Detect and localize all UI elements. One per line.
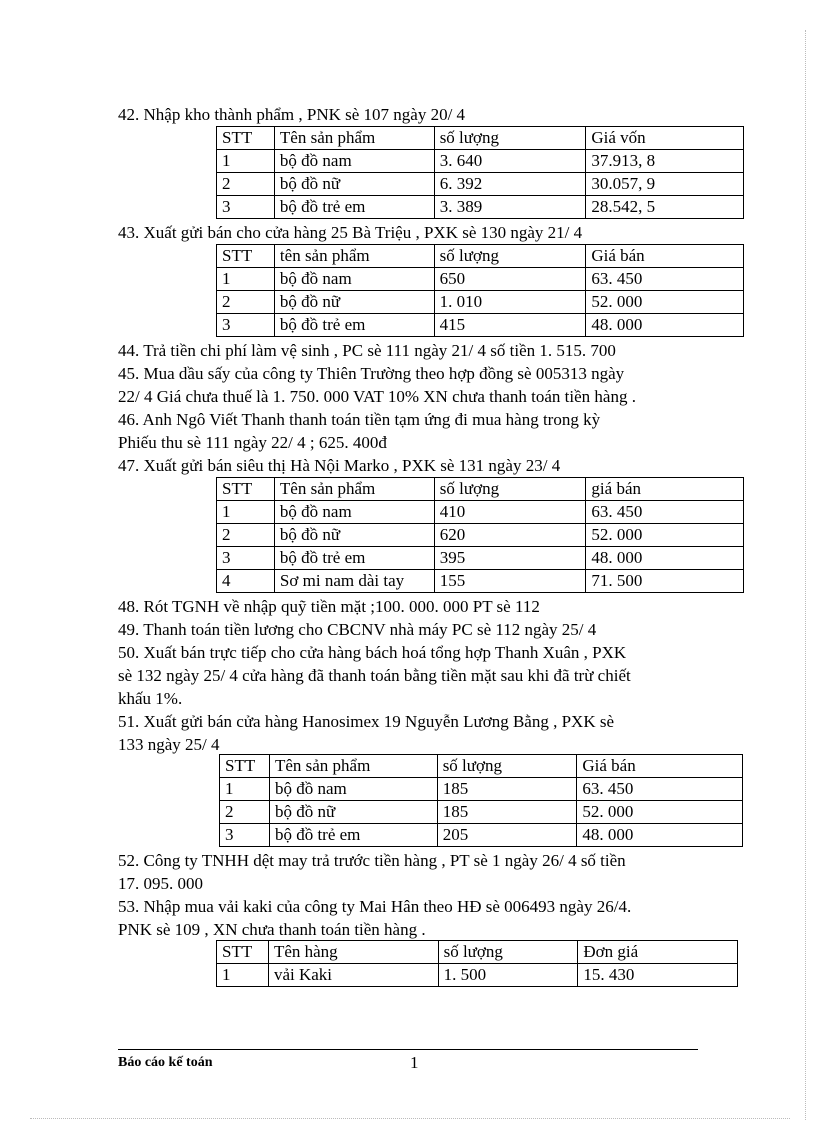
- table-row: [217, 547, 744, 570]
- header-cell: số lượng: [438, 941, 578, 964]
- table-cell: 3. 640: [434, 150, 586, 173]
- item-45-text-line-1: 45. Mua dầu sấy của công ty Thiên Trường theo hợp đồng sè 005313 ngày: [118, 364, 625, 383]
- table-cell: bộ đồ trẻ em: [269, 824, 437, 847]
- header-cell: tên sản phẩm: [274, 245, 434, 268]
- footer-title: Báo cáo kế toán: [118, 1055, 213, 1070]
- table-cell: 2: [217, 173, 275, 196]
- header-cell: số lượng: [434, 478, 586, 501]
- table-cell: 63. 450: [586, 268, 744, 291]
- table-cell: 415: [434, 314, 586, 337]
- item-50-text-line-2: sè 132 ngày 25/ 4 cửa hàng đã thanh toán bằng tiền mặt sau khi đã trừ chiết: [118, 666, 631, 685]
- item-48-text: 48. Rót TGNH về nhập quỹ tiền mặt ;100. 000. 000 PT sè 112: [118, 597, 540, 616]
- table-cell: 63. 450: [586, 501, 744, 524]
- table-cell: 2: [217, 524, 275, 547]
- table-cell: 185: [437, 801, 577, 824]
- item-45-text-line-2: 22/ 4 Giá chưa thuế là 1. 750. 000 VAT 10% XN chưa thanh toán tiền hàng .: [118, 387, 636, 406]
- table-row: [220, 824, 743, 847]
- table-cell: 3: [220, 824, 270, 847]
- table-cell: bộ đồ nữ: [274, 291, 434, 314]
- table-cell: bộ đồ nữ: [274, 173, 434, 196]
- item-47-text: 47. Xuất gửi bán siêu thị Hà Nội Marko , PXK sè 131 ngày 23/ 4: [118, 456, 561, 475]
- header-cell: STT: [217, 127, 275, 150]
- table-cell: 71. 500: [586, 570, 744, 593]
- table-row: [217, 314, 744, 337]
- page-number: 1: [410, 1053, 419, 1072]
- header-cell: Giá vốn: [586, 127, 744, 150]
- table-row: [220, 778, 743, 801]
- table-cell: 48. 000: [577, 824, 743, 847]
- header-cell: số lượng: [437, 755, 577, 778]
- table-cell: 1: [220, 778, 270, 801]
- header-cell: số lượng: [434, 245, 586, 268]
- table-cell: bộ đồ nam: [274, 268, 434, 291]
- header-cell: Tên hàng: [268, 941, 438, 964]
- table-cell: 155: [434, 570, 586, 593]
- table-cell: 28.542, 5: [586, 196, 744, 219]
- table-row: [217, 501, 744, 524]
- page-edge-right: [805, 30, 806, 1120]
- table-row: [217, 524, 744, 547]
- table-cell: 3. 389: [434, 196, 586, 219]
- page-edge-bottom: [30, 1118, 790, 1119]
- table-item-51: [219, 754, 743, 847]
- header-cell: STT: [217, 941, 269, 964]
- table-cell: 1. 500: [438, 964, 578, 987]
- table-cell: 410: [434, 501, 586, 524]
- table-row: [217, 964, 738, 987]
- header-cell: Đơn giá: [578, 941, 738, 964]
- table-row: [217, 196, 744, 219]
- table-cell: 2: [217, 291, 275, 314]
- table-cell: 650: [434, 268, 586, 291]
- table-item-53: [216, 940, 738, 987]
- table-cell: bộ đồ nam: [269, 778, 437, 801]
- item-46-text-line-1: 46. Anh Ngô Viết Thanh thanh toán tiền tạm ứng đi mua hàng trong kỳ: [118, 410, 601, 429]
- header-cell: Tên sản phẩm: [274, 127, 434, 150]
- table-cell: 185: [437, 778, 577, 801]
- table-cell: 52. 000: [586, 291, 744, 314]
- table-cell: 1: [217, 964, 269, 987]
- table-cell: bộ đồ nam: [274, 150, 434, 173]
- table-cell: 37.913, 8: [586, 150, 744, 173]
- table-item-42: [216, 126, 744, 219]
- header-cell: Giá bán: [577, 755, 743, 778]
- item-42-text: 42. Nhập kho thành phẩm , PNK sè 107 ngày 20/ 4: [118, 105, 466, 124]
- table-cell: 2: [220, 801, 270, 824]
- table-row: [217, 291, 744, 314]
- item-52-text-line-1: 52. Công ty TNHH dệt may trả trước tiền hàng , PT sè 1 ngày 26/ 4 số tiền: [118, 851, 626, 870]
- table-cell: 6. 392: [434, 173, 586, 196]
- table-cell: 1: [217, 501, 275, 524]
- table-cell: bộ đồ nữ: [269, 801, 437, 824]
- table-cell: 48. 000: [586, 314, 744, 337]
- table-cell: bộ đồ trẻ em: [274, 547, 434, 570]
- table-cell: 48. 000: [586, 547, 744, 570]
- table-cell: vải Kaki: [268, 964, 438, 987]
- table-cell: Sơ mi nam dài tay: [274, 570, 434, 593]
- table-cell: 15. 430: [578, 964, 738, 987]
- table-header-row: [217, 245, 744, 268]
- header-cell: STT: [220, 755, 270, 778]
- item-44-text: 44. Trả tiền chi phí làm vệ sinh , PC sè 111 ngày 21/ 4 số tiền 1. 515. 700: [118, 341, 616, 360]
- item-51-text-line-1: 51. Xuất gửi bán cửa hàng Hanosimex 19 Nguyễn Lương Bằng , PXK sè: [118, 712, 615, 731]
- table-header-row: [217, 478, 744, 501]
- table-item-43: [216, 244, 744, 337]
- item-50-text-line-1: 50. Xuất bán trực tiếp cho cửa hàng bách hoá tổng hợp Thanh Xuân , PXK: [118, 643, 627, 662]
- table-header-row: [217, 127, 744, 150]
- table-header-row: [217, 941, 738, 964]
- table-cell: bộ đồ trẻ em: [274, 314, 434, 337]
- table-cell: 3: [217, 314, 275, 337]
- header-cell: STT: [217, 478, 275, 501]
- header-cell: số lượng: [434, 127, 586, 150]
- table-row: [217, 570, 744, 593]
- table-row: [217, 150, 744, 173]
- header-cell: giá bán: [586, 478, 744, 501]
- table-row: [217, 173, 744, 196]
- item-49-text: 49. Thanh toán tiền lương cho CBCNV nhà máy PC sè 112 ngày 25/ 4: [118, 620, 597, 639]
- header-cell: Tên sản phẩm: [269, 755, 437, 778]
- item-53-text-line-2: PNK sè 109 , XN chưa thanh toán tiền hàng .: [118, 920, 426, 939]
- item-50-text-line-3: khấu 1%.: [118, 689, 183, 708]
- table-cell: 1: [217, 268, 275, 291]
- table-row: [217, 268, 744, 291]
- table-cell: bộ đồ nam: [274, 501, 434, 524]
- table-row: [220, 801, 743, 824]
- table-cell: bộ đồ nữ: [274, 524, 434, 547]
- table-cell: 1. 010: [434, 291, 586, 314]
- table-cell: 52. 000: [577, 801, 743, 824]
- header-cell: Giá bán: [586, 245, 744, 268]
- table-cell: 620: [434, 524, 586, 547]
- item-52-text-line-2: 17. 095. 000: [118, 874, 203, 893]
- table-cell: 63. 450: [577, 778, 743, 801]
- footer-divider: [118, 1049, 698, 1050]
- header-cell: Tên sản phẩm: [274, 478, 434, 501]
- table-cell: 3: [217, 547, 275, 570]
- table-cell: 1: [217, 150, 275, 173]
- item-53-text-line-1: 53. Nhập mua vải kaki của công ty Mai Hân theo HĐ sè 006493 ngày 26/4.: [118, 897, 632, 916]
- table-cell: 52. 000: [586, 524, 744, 547]
- item-43-text: 43. Xuất gửi bán cho cửa hàng 25 Bà Triệu , PXK sè 130 ngày 21/ 4: [118, 223, 583, 242]
- table-cell: 395: [434, 547, 586, 570]
- item-46-text-line-2: Phiếu thu sè 111 ngày 22/ 4 ; 625. 400đ: [118, 433, 387, 452]
- header-cell: STT: [217, 245, 275, 268]
- item-51-text-line-2: 133 ngày 25/ 4: [118, 735, 220, 754]
- table-cell: 205: [437, 824, 577, 847]
- table-cell: 4: [217, 570, 275, 593]
- table-header-row: [220, 755, 743, 778]
- table-cell: 3: [217, 196, 275, 219]
- table-item-47: [216, 477, 744, 593]
- table-cell: bộ đồ trẻ em: [274, 196, 434, 219]
- table-cell: 30.057, 9: [586, 173, 744, 196]
